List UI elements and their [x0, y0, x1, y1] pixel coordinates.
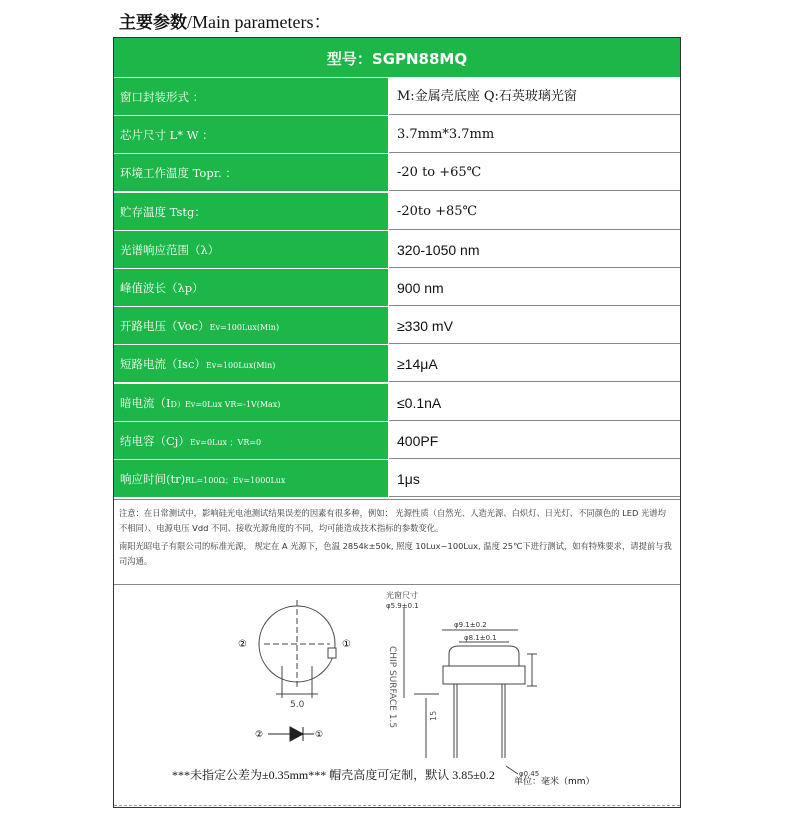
- parameter-value: 400PF: [389, 422, 680, 459]
- note-paragraph-1: 注意：在日常测试中，影响硅光电池测试结果误差的因素有很多种，例如： 光源性质（自然光、人造光源、白炽灯、日光灯、不同颜色的 LED 光谱均不相同）、电源电压 Vdd 不同、接收光源角度的不同，均可能造成技术指标的参数变化。: [119, 508, 666, 533]
- parameter-label-text: 峰值波长（λp）: [120, 281, 204, 295]
- parameter-value: 320-1050 nm: [389, 231, 680, 268]
- dim-phi-8-1: φ8.1±0.1: [464, 634, 497, 642]
- parameter-label: [114, 384, 388, 421]
- dim-phi-9-1: φ9.1±0.2: [454, 621, 487, 629]
- dim-15: 15: [429, 710, 438, 721]
- parameter-row: [114, 384, 680, 422]
- parameter-row: [114, 193, 680, 231]
- side-view: [404, 608, 537, 774]
- parameter-label: [114, 78, 388, 115]
- parameter-row: [114, 154, 680, 192]
- heading-zh: 主要参数: [119, 13, 187, 33]
- parameter-value: -20 to +65℃: [389, 154, 680, 191]
- parameter-condition: Ev=100Lux(Min): [205, 361, 276, 371]
- parameter-label: [114, 460, 388, 497]
- parameter-value: ≥330 mV: [389, 307, 680, 344]
- diode-pin1: ①: [315, 730, 324, 740]
- pin1-label: ①: [342, 639, 351, 650]
- parameter-label-text: 窗口封装形式 ：: [120, 90, 205, 104]
- parameter-label-text: 贮存温度 Tstg：: [120, 204, 206, 219]
- parameter-label: [114, 193, 388, 230]
- heading-en: /Main parameters：: [187, 12, 332, 32]
- parameter-label: [114, 154, 388, 191]
- page-heading: [119, 8, 331, 34]
- parameter-row: [114, 269, 680, 307]
- flange: [443, 666, 525, 684]
- parameter-label-text: 暗电流（I: [120, 395, 171, 410]
- parameter-value: 900 nm: [389, 269, 680, 306]
- parameter-label-text: 光谱响应范围（λ）: [120, 242, 220, 257]
- parameter-row: [114, 78, 680, 116]
- parameter-row: [114, 422, 680, 460]
- dim-phi-0-45: φ0.45: [519, 770, 540, 778]
- test-notes: [114, 499, 680, 585]
- parameter-label: [114, 231, 388, 268]
- diode-pin2: ②: [255, 730, 264, 740]
- parameter-value: -20to +85℃: [389, 193, 680, 230]
- top-view: [259, 600, 336, 698]
- parameter-label: [114, 307, 388, 344]
- model-title: 型号：SGPN88MQ: [114, 38, 680, 78]
- chip-surface-label: CHIP SURFACE 1.5: [387, 646, 397, 729]
- window-size-title: 光窗尺寸: [386, 591, 418, 600]
- parameter-label-text: 响应时间(tr): [120, 472, 186, 486]
- parameter-sheet: [113, 37, 681, 808]
- parameter-row: [114, 460, 680, 498]
- dimension-drawing: [114, 586, 680, 808]
- parameter-row: [114, 307, 680, 345]
- parameter-label: [114, 345, 388, 382]
- parameter-row: [114, 116, 680, 154]
- parameter-value: 3.7mm*3.7mm: [389, 116, 680, 153]
- dim-phi-5-9: φ5.9±0.1: [386, 602, 419, 610]
- parameter-label-text: 环境工作温度 Topr. ：: [120, 166, 237, 181]
- parameter-label: [114, 116, 388, 153]
- parameter-value: ≥14μA: [389, 345, 680, 382]
- parameter-value: ≤0.1nA: [389, 384, 680, 421]
- parameter-condition: Ev=100Lux(Min): [209, 323, 280, 333]
- parameter-label-text: 开路电压（Voc）: [120, 319, 210, 334]
- parameter-condition: RL=100Ω；Ev=1000Lux: [185, 476, 286, 485]
- parameter-label-text: 结电容（Cj）: [120, 433, 190, 448]
- parameter-label-text: 短路电流（Isc）: [120, 357, 206, 372]
- parameter-condition: D）Ev=0Lux VR=-1V(Max): [170, 399, 281, 409]
- diode-symbol: [268, 727, 314, 741]
- parameter-row: [114, 231, 680, 269]
- dim-5-0: 5.0: [290, 700, 305, 710]
- unit-note: 单位：毫米（mm）: [514, 777, 595, 787]
- bottom-dash-line: [114, 805, 680, 806]
- parameter-value: 1μs: [389, 460, 680, 497]
- note-paragraph-2: 南阳光昭电子有限公司的标准光源， 规定在 A 光源下，色温 2854k±50k, 照度 10Lux~100Lux, 温度 25℃下进行测试，如有特殊要求，请提前与我司沟通。: [119, 541, 672, 566]
- parameter-label: [114, 422, 388, 459]
- key-tab: [328, 648, 336, 658]
- parameter-value: M:金属壳底座 Q:石英玻璃光窗: [389, 78, 680, 115]
- parameter-label: [114, 269, 388, 306]
- parameter-condition: Ev=0Lux ；VR=0: [189, 437, 262, 447]
- tolerance-note: ***未指定公差为±0.35mm*** 帽壳高度可定制，默认 3.85±0.2: [172, 768, 495, 782]
- pin2-label: ②: [238, 639, 247, 650]
- parameter-row: [114, 345, 680, 383]
- parameter-label-text: 芯片尺寸 L* W ：: [120, 128, 214, 143]
